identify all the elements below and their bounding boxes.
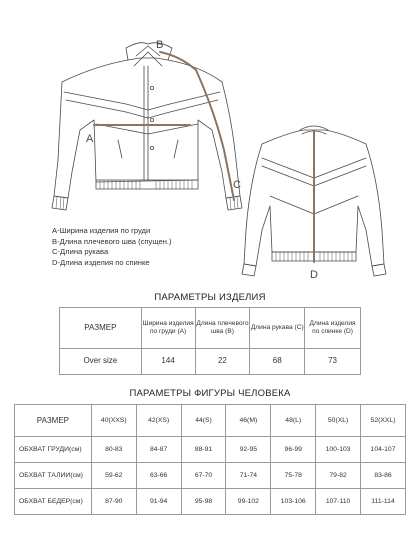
header-cell: Ширина изделия по груди (A)	[141, 308, 195, 349]
jacket-front-view	[52, 43, 242, 210]
table-cell: 75-78	[271, 463, 316, 489]
table-row	[60, 349, 361, 375]
table-cell: 103-106	[271, 489, 316, 515]
figure-params-title: ПАРАМЕТРЫ ФИГУРЫ ЧЕЛОВЕКА	[129, 388, 291, 399]
table-cell: Over size	[60, 349, 142, 375]
table-cell: 68	[250, 349, 305, 375]
measurement-legend	[52, 226, 172, 268]
label-d: D	[310, 269, 318, 281]
table-cell: 107-110	[316, 489, 361, 515]
table-row	[15, 463, 406, 489]
label-c: C	[233, 179, 241, 191]
table-cell: ОБХВАТ БЕДЕР(см)	[15, 489, 92, 515]
legend-item-a: A-Ширина изделия по груди	[52, 226, 151, 235]
table-cell: 83-86	[361, 463, 406, 489]
table-row	[15, 437, 406, 463]
header-cell: 50(XL)	[316, 405, 361, 437]
table-cell: 73	[305, 349, 361, 375]
header-cell: 46(M)	[226, 405, 271, 437]
table-header-row	[15, 405, 406, 437]
legend-item-c: C-Длина рукава	[52, 247, 109, 257]
table-cell: 71-74	[226, 463, 271, 489]
table-header-row	[60, 308, 361, 349]
measure-c-line	[196, 70, 234, 200]
table-cell: 87-90	[91, 489, 136, 515]
table-cell: 104-107	[361, 437, 406, 463]
header-cell: Длина изделия по спинке (D)	[305, 308, 361, 349]
table-cell: 79-82	[316, 463, 361, 489]
table-cell: 67-70	[181, 463, 226, 489]
table-cell: 22	[195, 349, 250, 375]
header-cell: 42(XS)	[136, 405, 181, 437]
table-cell: 63-66	[136, 463, 181, 489]
header-cell: Длина рукава (C)	[250, 308, 305, 349]
table-cell: ОБХВАТ ТАЛИИ(см)	[15, 463, 92, 489]
table-row	[15, 489, 406, 515]
table-cell: 59-62	[91, 463, 136, 489]
table-cell: 88-91	[181, 437, 226, 463]
table-cell: 96-99	[271, 437, 316, 463]
header-cell: 44(S)	[181, 405, 226, 437]
table-cell: 99-102	[226, 489, 271, 515]
header-cell: 40(XXS)	[91, 405, 136, 437]
table-cell: 100-103	[316, 437, 361, 463]
table-cell: ОБХВАТ ГРУДИ(см)	[15, 437, 92, 463]
label-b: B	[156, 39, 164, 51]
legend-item-d: D-Длина изделия по спинке	[52, 257, 150, 267]
measure-b-line	[160, 52, 196, 70]
header-cell: 52(XXL)	[361, 405, 406, 437]
table-cell: 84-87	[136, 437, 181, 463]
table-cell: 80-83	[91, 437, 136, 463]
header-cell: РАЗМЕР	[15, 405, 92, 437]
header-cell: РАЗМЕР	[60, 308, 142, 349]
label-a: A	[86, 133, 94, 145]
product-params-table	[59, 307, 361, 375]
legend-item-b: B-Длина плечевого шва (спущен.)	[52, 236, 172, 246]
figure-params-table	[14, 404, 406, 515]
header-cell: 48(L)	[271, 405, 316, 437]
table-cell: 144	[141, 349, 195, 375]
table-cell: 91-94	[136, 489, 181, 515]
table-cell: 95-98	[181, 489, 226, 515]
table-cell: 111-114	[361, 489, 406, 515]
product-params-title: ПАРАМЕТРЫ ИЗДЕЛИЯ	[154, 292, 266, 303]
header-cell: Длина плечевого шва (B)	[195, 308, 250, 349]
table-cell: 92-95	[226, 437, 271, 463]
